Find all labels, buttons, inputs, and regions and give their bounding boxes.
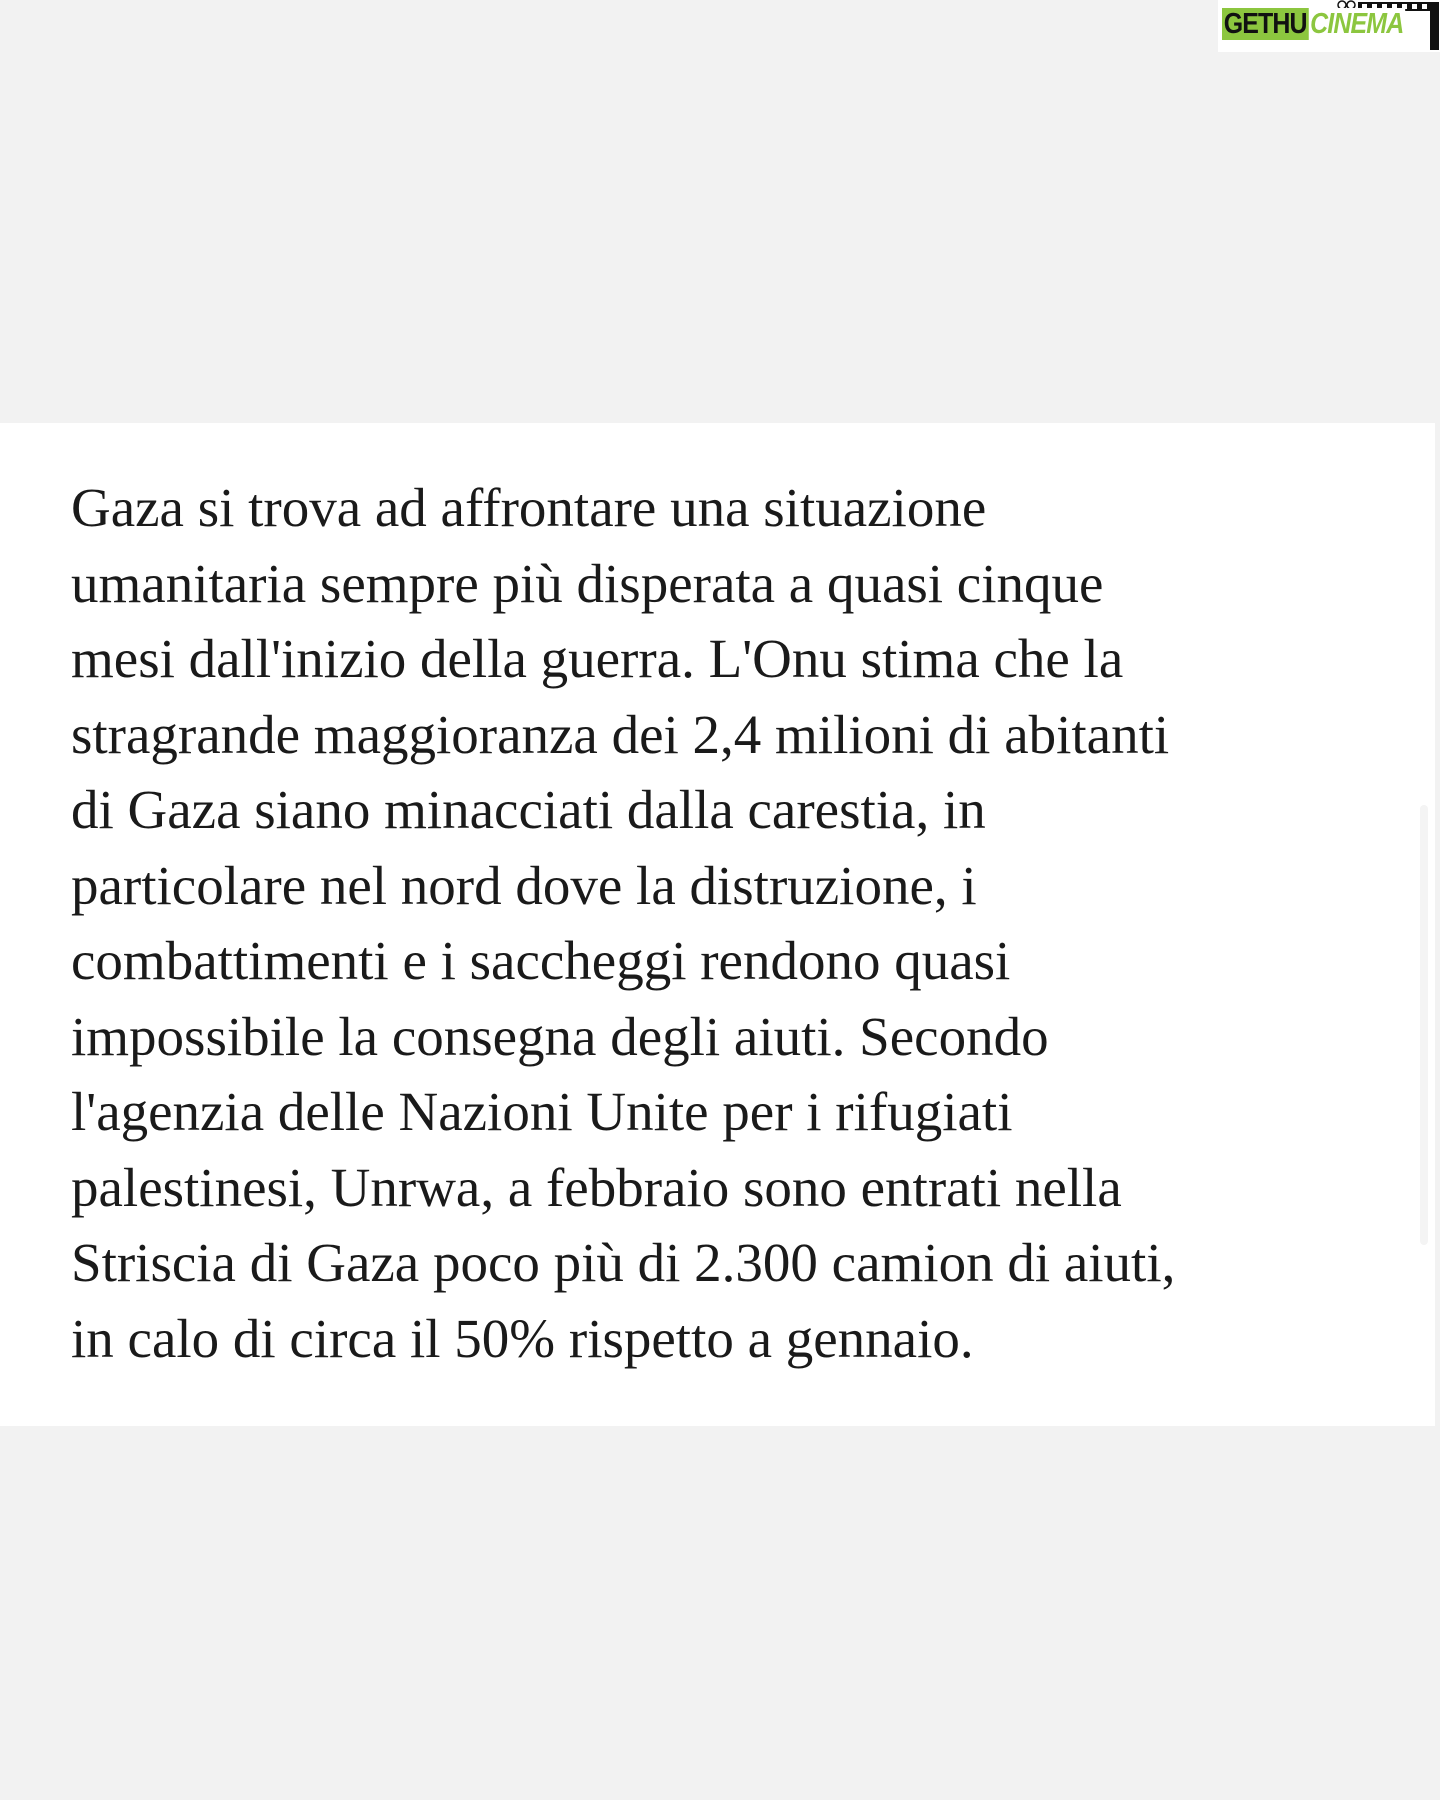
article-line: combattimenti e i saccheggi rendono quasi: [71, 930, 1011, 991]
article-line: in calo di circa il 50% rispetto a gennaio.: [71, 1307, 974, 1369]
article-line: di Gaza siano minacciati dalla carestia, in: [71, 779, 986, 840]
article-line: stragrande maggioranza dei 2,4 milioni di abitanti: [71, 703, 1170, 765]
article-line: impossibile la consegna degli aiuti. Secondo: [71, 1005, 1049, 1067]
article-line: umanitaria sempre più disperata a quasi cinque: [71, 552, 1104, 614]
article-line: particolare nel nord dove la distruzione, i: [71, 854, 977, 916]
watermark-text: [1222, 10, 1405, 39]
article-line: Gaza si trova ad affrontare una situazione: [71, 477, 987, 538]
scrollbar-track[interactable]: [1420, 805, 1428, 1245]
watermark-part2: CINEMA: [1310, 8, 1404, 40]
article-paragraph: [71, 470, 1321, 1376]
article-line: Striscia di Gaza poco più di 2.300 camion di aiuti,: [71, 1232, 1176, 1293]
watermark-logo: [1218, 0, 1440, 52]
film-strip-side-icon: [1430, 2, 1439, 50]
article-line: mesi dall'inizio della guerra. L'Onu stima che la: [71, 628, 1124, 689]
article-line: palestinesi, Unrwa, a febbraio sono entrati nella: [71, 1156, 1122, 1218]
watermark-part1: GETHU: [1223, 8, 1307, 40]
article-line: l'agenzia delle Nazioni Unite per i rifugiati: [71, 1081, 1013, 1142]
